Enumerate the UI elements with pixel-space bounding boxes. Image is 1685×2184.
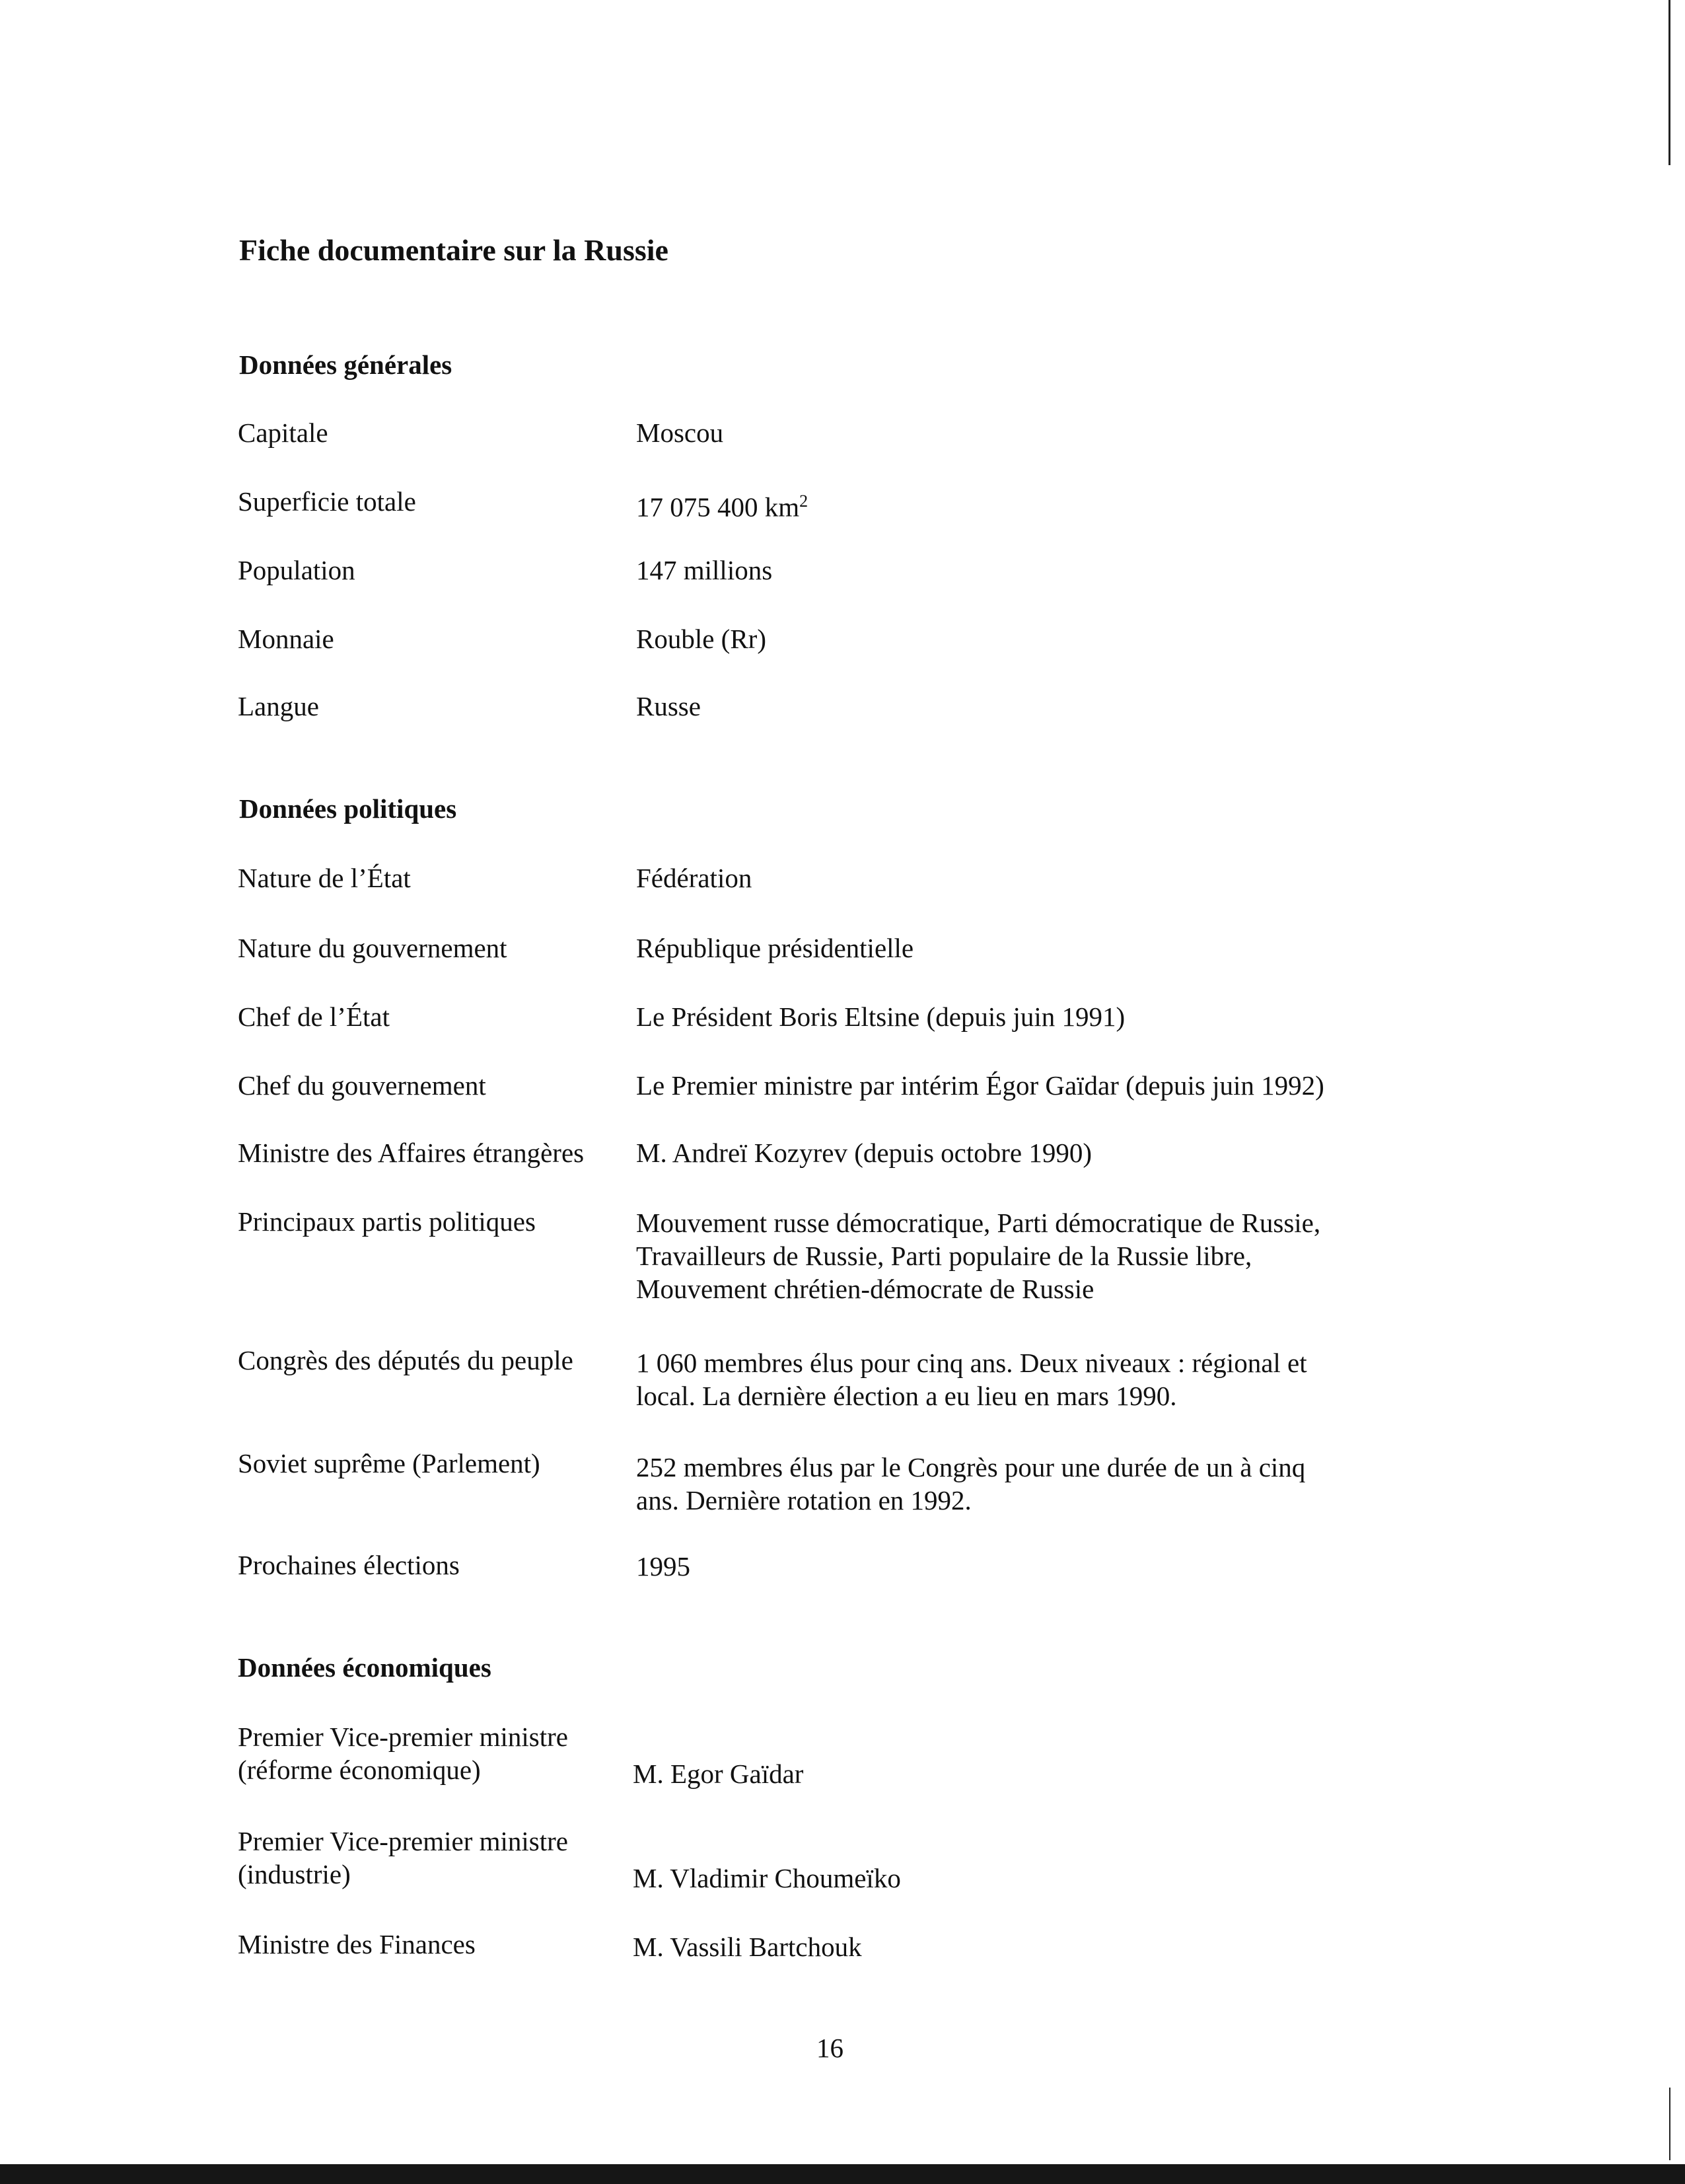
value-ministre-finances: M. Vassili Bartchouk [633,1932,862,1962]
value-superficie [636,485,808,524]
label-population: Population [238,555,355,585]
label-partis-politiques: Principaux partis politiques [238,1206,536,1237]
scan-margin-mark-bottom [1669,2088,1670,2160]
value-congres-line-1: 1 060 membres élus pour cinq ans. Deux niveaux : régional et [636,1348,1307,1378]
value-population: 147 millions [636,555,773,585]
label-nature-gouvernement: Nature du gouvernement [238,933,507,963]
value-nature-gouvernement: République présidentielle [636,933,914,963]
label-ministre-finances: Ministre des Finances [238,1929,476,1959]
label-chef-gouvernement: Chef du gouvernement [238,1070,486,1101]
page-number: 16 [816,2033,843,2063]
value-capitale: Moscou [636,418,724,448]
label-vice-premier-reforme-line-1: Premier Vice-premier ministre [238,1722,568,1752]
label-vice-premier-reforme-line-2: (réforme économique) [238,1755,481,1785]
value-partis-line-2: Travailleurs de Russie, Parti populaire de la Russie libre, [636,1241,1252,1271]
value-congres-line-2: local. La dernière élection a eu lieu en mars 1990. [636,1381,1177,1411]
value-ministre-affaires-etrangeres: M. Andreï Kozyrev (depuis octobre 1990) [636,1138,1092,1168]
value-monnaie: Rouble (Rr) [636,624,766,654]
label-soviet-supreme: Soviet suprême (Parlement) [238,1448,540,1478]
label-ministre-affaires-etrangeres: Ministre des Affaires étrangères [238,1138,585,1168]
label-monnaie: Monnaie [238,624,334,654]
label-vice-premier-industrie-line-2: (industrie) [238,1859,351,1889]
value-chef-etat: Le Président Boris Eltsine (depuis juin 1991) [636,1001,1126,1032]
value-langue: Russe [636,691,701,721]
value-superficie-number: 17 075 400 km [636,491,800,523]
label-vice-premier-industrie-line-1: Premier Vice-premier ministre [238,1826,568,1856]
value-chef-gouvernement: Le Premier ministre par intérim Égor Gaïdar (depuis juin 1992) [636,1070,1324,1101]
value-vice-premier-reforme: M. Egor Gaïdar [633,1759,804,1789]
value-soviet-line-2: ans. Dernière rotation en 1992. [636,1485,972,1515]
scan-bottom-edge [0,2164,1685,2184]
label-capitale: Capitale [238,418,328,448]
label-nature-etat: Nature de l’État [238,863,411,893]
value-partis-line-3: Mouvement chrétien-démocrate de Russie [636,1274,1094,1304]
section-heading-economiques: Données économiques [238,1652,491,1683]
label-congres-deputes: Congrès des députés du peuple [238,1345,573,1375]
section-heading-generales: Données générales [239,349,452,380]
label-prochaines-elections: Prochaines élections [238,1550,460,1580]
value-partis-line-1: Mouvement russe démocratique, Parti démocratique de Russie, [636,1208,1321,1238]
value-vice-premier-industrie: M. Vladimir Choumeïko [633,1863,901,1893]
section-heading-politiques: Données politiques [239,793,457,824]
value-soviet-line-1: 252 membres élus par le Congrès pour une durée de un à cinq [636,1452,1306,1482]
scan-margin-mark-top [1668,0,1670,165]
page-title: Fiche documentaire sur la Russie [239,233,668,267]
value-nature-etat: Fédération [636,863,752,893]
value-prochaines-elections: 1995 [636,1551,690,1582]
label-langue: Langue [238,691,319,721]
label-superficie: Superficie totale [238,486,416,517]
value-superficie-exponent: 2 [799,491,808,511]
label-chef-etat: Chef de l’État [238,1001,390,1032]
